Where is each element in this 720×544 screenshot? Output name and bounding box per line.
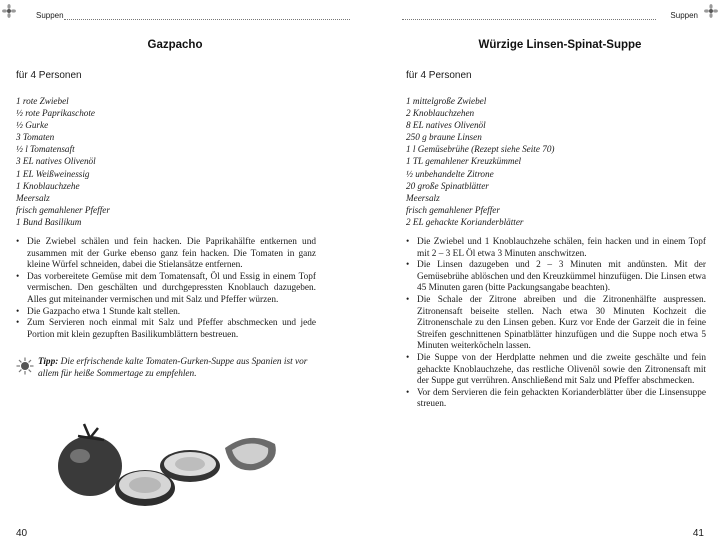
ingredient-item: 3 EL natives Olivenöl [16,156,96,167]
step-item [16,237,316,272]
step-text: Die Suppe von der Herdplatte nehmen und die zweite geschälte und fein gehackte Knoblauchzehe, das restliche Olivenöl sowie den Zitronensaft mit der Suppe gut verrühren. Anschließend mit Salz und Pfeffer abschmecken. [417,352,706,387]
step-item [406,295,706,353]
tip-label: Tipp: [38,357,59,367]
bullet-icon: • [406,294,410,305]
step-list [406,237,706,411]
step-item [406,388,706,411]
tip-box [16,357,316,380]
step-text: Die Gazpacho etwa 1 Stunde kalt stellen. [27,306,181,317]
ingredient-item: 1 rote Zwiebel [16,96,69,106]
page-number: 40 [16,528,28,539]
recipe-title: Würzige Linsen-Spinat-Suppe [478,39,642,51]
bullet-icon: • [406,260,410,271]
ingredient-item: 2 Knoblauchzehen [406,108,475,119]
bullet-icon: • [16,237,20,247]
step-text: Die Schale der Zitrone abreiben und die Zitronenhälfte auspressen. Zitronensaft beiseite stellen. Nach etwa 30 Minuten Kochzeit die Zitronenschale zu den Linsen geben. Kurz vor Ende der Garzeit die in feine Streifen geschnittenen Spinatblätter hinzufügen und die Suppe noch etwa 5 Minuten weiterköcheln lassen. [417,294,706,352]
ingredient-list [16,95,110,228]
step-item [406,237,706,260]
tip-text: Die erfrischende kalte Tomaten-Gurken-Suppe aus Spanien ist vor allem für heiße Sommertage zu empfehlen. [38,357,308,379]
ingredient-item: ½ rote Paprikaschote [16,108,96,119]
bullet-icon: • [16,318,20,329]
running-head: Suppen [36,11,64,20]
tip-sun-icon [16,357,34,375]
ingredient-item: 1 Bund Basilikum [16,216,82,227]
bullet-icon: • [16,271,20,282]
ingredient-item: 1 Knoblauchzehe [16,180,80,191]
step-text: Das vorbereitete Gemüse mit dem Tomatensaft, Öl und Essig in einem Topf vermischen. Den geschälten und durchgepressten Knoblauch dazugeben. Alles gut miteinander vermischen und mit Salz und Pfeffer würzen. [27,271,316,305]
bullet-icon: • [406,352,410,363]
ingredient-item: 1 TL gemahlener Kreuzkümmel [406,156,522,167]
flower-icon [704,4,718,18]
tip-text-block [38,357,316,380]
ingredient-item: 1 EL Weißweinessig [16,168,90,179]
ingredient-item: 20 große Spinatblätter [406,180,489,191]
flower-icon [2,4,16,18]
ingredient-item: ½ Gurke [16,120,49,131]
ingredient-item: 3 Tomaten [16,132,55,143]
step-text: Die Zwiebel und 1 Knoblauchzehe schälen, fein hacken und in einem Topf mit 2 – 3 EL Öl etwa 3 Minuten anschwitzen. [417,237,706,259]
ingredient-item: 2 EL gehackte Korianderblätter [406,216,524,227]
step-text: Zum Servieren noch einmal mit Salz und Pfeffer abschmecken und jede Portion mit klein gezupften Basilikumblättern bestreuen. [27,318,316,340]
step-text: Die Zwiebel schälen und fein hacken. Die Paprikahälfte entkernen und zusammen mit der Gurke ebenso ganz fein hacken. Die Tomaten in ganz kleine Würfel schneiden, dabei die Stielansätze entfernen. [27,237,316,271]
page-number: 41 [692,528,704,539]
header-rule [64,19,350,20]
ingredient-item: Meersalz [406,192,440,203]
bullet-icon: • [16,306,20,317]
ingredient-item: 250 g braune Linsen [406,132,482,143]
step-item [406,353,706,388]
header-rule [402,19,656,20]
ingredient-item: frisch gemahlener Pfeffer [16,204,110,215]
servings: für 4 Personen [406,70,472,81]
step-item [16,307,316,319]
step-item [16,318,316,341]
ingredient-item: ½ l Tomatensaft [16,144,75,155]
bullet-icon: • [406,237,410,247]
ingredient-list [406,95,555,228]
step-text: Vor dem Servieren die fein gehackten Korianderblätter über die Linsensuppe streuen. [417,387,706,410]
ingredient-item: 1 l Gemüsebrühe (Rezept siehe Seite 70) [406,144,555,155]
servings: für 4 Personen [16,70,82,81]
ingredient-item: ½ unbehandelte Zitrone [406,168,494,179]
ingredient-item: 8 EL natives Olivenöl [406,120,486,131]
vegetable-illustration [50,418,290,518]
step-item [406,260,706,295]
running-head: Suppen [670,11,698,20]
recipe-title: Gazpacho [147,39,203,51]
right-page [360,0,720,544]
ingredient-item: Meersalz [16,192,50,203]
step-text: Die Linsen dazugeben und 2 – 3 Minuten mit andünsten. Mit der Gemüsebrühe ablöschen und den Kreuzkümmel hinzufügen. Die Linsen etwa 45 Minuten garen (bitte Packungsangabe beachten). [417,260,706,294]
ingredient-item: frisch gemahlener Pfeffer [406,204,500,215]
bullet-icon: • [406,387,410,398]
step-list [16,237,316,341]
ingredient-item: 1 mittelgroße Zwiebel [406,96,487,106]
step-item [16,272,316,307]
